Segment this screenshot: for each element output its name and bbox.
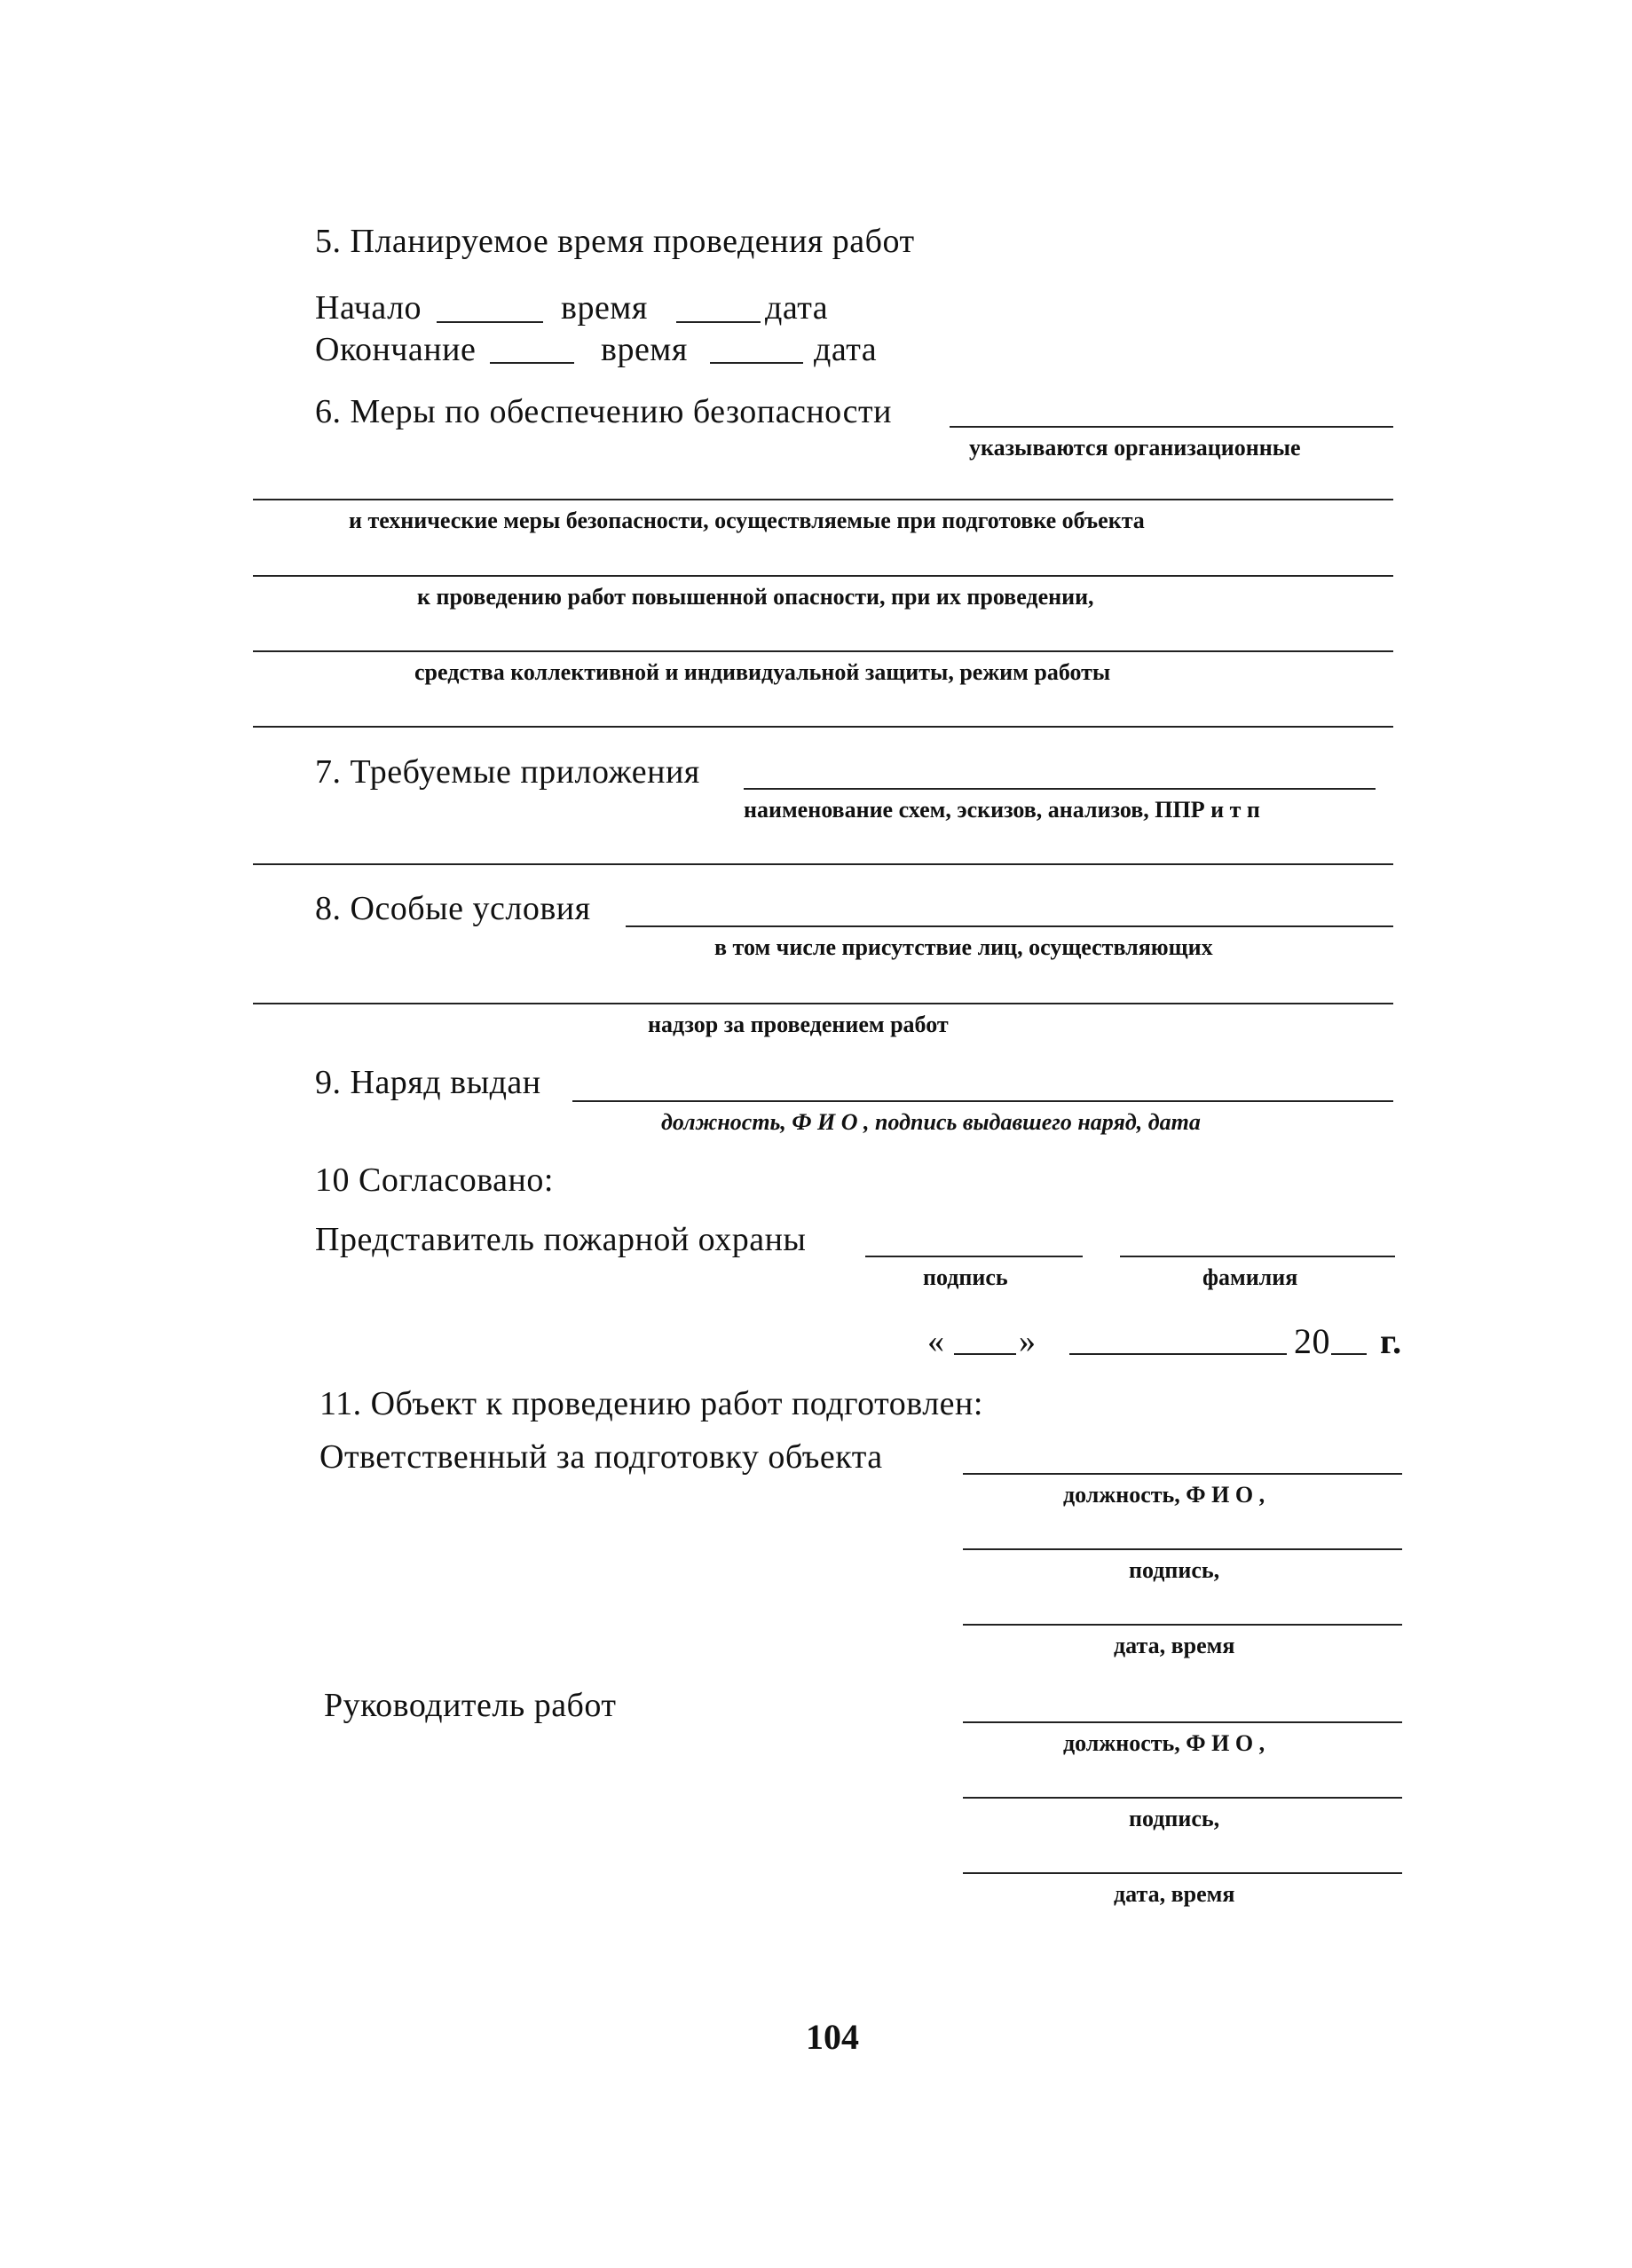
section-7-title: 7. Требуемые приложения: [315, 753, 700, 791]
section-6-title: 6. Меры по обеспечению безопасности: [315, 393, 892, 430]
work-leader-blank-2[interactable]: [963, 1797, 1402, 1799]
work-leader-label: Руководитель работ: [324, 1687, 617, 1724]
s9-blank[interactable]: [572, 1100, 1393, 1102]
date-year-prefix: 20: [1294, 1321, 1330, 1361]
start-blank-2[interactable]: [676, 321, 761, 323]
fire-rep-signature-hint: подпись: [923, 1264, 1008, 1290]
s7-blank-1[interactable]: [744, 788, 1376, 790]
page-number: 104: [806, 2017, 859, 2057]
responsible-blank-2[interactable]: [963, 1548, 1402, 1550]
section-8-title: 8. Особые условия: [315, 890, 591, 927]
s6-blank-3[interactable]: [253, 575, 1393, 577]
s6-blank-2[interactable]: [253, 499, 1393, 500]
section-5-title: 5. Планируемое время проведения работ: [315, 223, 915, 260]
date-quote-open: «: [927, 1323, 945, 1360]
end-date-label: дата: [814, 331, 878, 368]
fire-rep-surname-hint: фамилия: [1202, 1264, 1298, 1290]
start-time-label: время: [561, 289, 648, 327]
s6-hint-2: и технические меры безопасности, осуществляемые при подготовке объекта: [349, 508, 1145, 533]
section-11-title: 11. Объект к проведению работ подготовлен:: [319, 1385, 983, 1422]
end-label: Окончание: [315, 331, 477, 368]
date-year-blank[interactable]: [1331, 1353, 1367, 1355]
s6-blank-5[interactable]: [253, 726, 1393, 728]
s7-blank-2[interactable]: [253, 863, 1393, 865]
work-leader-blank-1[interactable]: [963, 1721, 1402, 1723]
s6-blank-4[interactable]: [253, 650, 1393, 652]
responsible-blank-3[interactable]: [963, 1624, 1402, 1626]
fire-rep-surname-blank[interactable]: [1120, 1256, 1395, 1257]
s6-blank-1[interactable]: [950, 426, 1393, 428]
responsible-hint-3: дата, время: [1114, 1633, 1235, 1658]
date-month-blank[interactable]: [1069, 1353, 1287, 1355]
fire-rep-signature-blank[interactable]: [865, 1256, 1083, 1257]
responsible-hint-1: должность, Ф И О ,: [1063, 1482, 1265, 1508]
s9-hint: должность, Ф И О , подпись выдавшего наряд, дата: [661, 1109, 1201, 1135]
end-time-label: время: [601, 331, 688, 368]
work-leader-hint-1: должность, Ф И О ,: [1063, 1730, 1265, 1756]
responsible-blank-1[interactable]: [963, 1473, 1402, 1475]
section-9-title: 9. Наряд выдан: [315, 1064, 541, 1101]
end-blank-1[interactable]: [490, 362, 574, 364]
start-date-label: дата: [765, 289, 829, 327]
s6-hint-4: средства коллективной и индивидуальной защиты, режим работы: [414, 659, 1111, 685]
s8-blank-1[interactable]: [626, 925, 1393, 927]
start-label: Начало: [315, 289, 422, 327]
work-leader-blank-3[interactable]: [963, 1872, 1402, 1874]
work-leader-hint-3: дата, время: [1114, 1881, 1235, 1907]
end-blank-2[interactable]: [710, 362, 803, 364]
responsible-hint-2: подпись,: [1129, 1557, 1220, 1583]
date-quote-close: »: [1019, 1323, 1037, 1360]
s6-hint-3: к проведению работ повышенной опасности, при их проведении,: [417, 584, 1094, 610]
date-year-suffix: г.: [1380, 1321, 1402, 1361]
s8-hint-1: в том числе присутствие лиц, осуществляющих: [714, 934, 1213, 960]
s8-blank-2[interactable]: [253, 1003, 1393, 1004]
work-leader-hint-2: подпись,: [1129, 1806, 1220, 1831]
s6-hint-1: указываются организационные: [969, 435, 1301, 461]
s7-hint: наименование схем, эскизов, анализов, ППР и т п: [744, 797, 1260, 823]
date-day-blank[interactable]: [954, 1353, 1016, 1355]
fire-rep-label: Представитель пожарной охраны: [315, 1221, 807, 1258]
responsible-label: Ответственный за подготовку объекта: [319, 1438, 883, 1476]
section-10-title: 10 Согласовано:: [315, 1162, 554, 1199]
start-blank-1[interactable]: [437, 321, 543, 323]
s8-hint-2: надзор за проведением работ: [648, 1012, 949, 1037]
